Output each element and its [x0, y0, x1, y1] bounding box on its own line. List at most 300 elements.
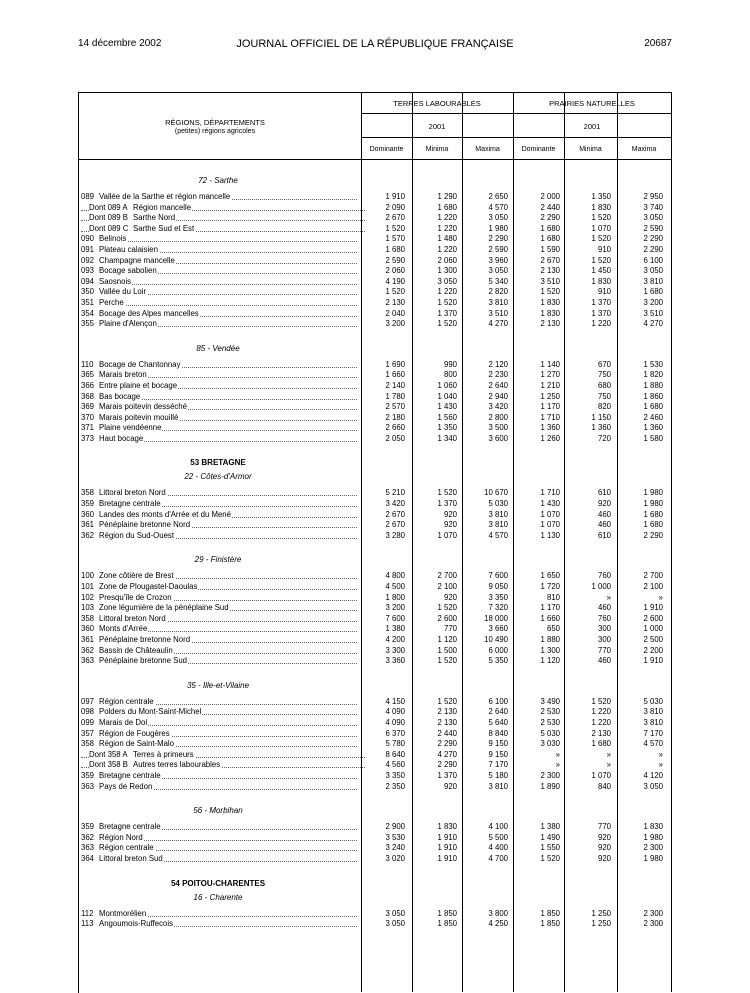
region-code: 097 [81, 696, 95, 706]
value-cell: 1 660 [385, 370, 405, 380]
region-name: Zone de Plougastel-Daoulas [99, 582, 198, 592]
table-row [78, 245, 671, 256]
value-cell: 5 640 [488, 717, 508, 727]
header-rule [78, 159, 671, 160]
value-cell: 8 840 [488, 728, 508, 738]
region-code: Dont 358 B [89, 760, 129, 770]
table-row [78, 624, 671, 635]
value-cell: 920 [443, 781, 457, 791]
value-cell: 1 520 [591, 213, 611, 223]
region-code: 362 [81, 530, 95, 540]
table-row [78, 234, 671, 245]
value-cell: 3 420 [488, 402, 508, 412]
region-code: 099 [81, 717, 95, 727]
value-cell: 1 910 [643, 656, 663, 666]
value-cell: 2 290 [643, 234, 663, 244]
value-cell: 1 980 [643, 832, 663, 842]
table-row [78, 520, 671, 531]
value-cell: 1 370 [437, 308, 457, 318]
row-label [81, 760, 365, 771]
region-code: Dont 358 A [89, 749, 128, 759]
value-cell: » [658, 592, 663, 602]
value-cell: 1 370 [591, 308, 611, 318]
row-label-text [81, 245, 159, 254]
table-row [78, 402, 671, 413]
value-cell: 1 520 [437, 488, 457, 498]
value-cell: 1 270 [540, 370, 560, 380]
row-label [81, 571, 357, 582]
row-label-text [81, 309, 200, 318]
value-cell: 1 680 [540, 223, 560, 233]
value-cell: 3 490 [540, 696, 560, 706]
row-label [81, 423, 357, 434]
value-cell: 1 910 [437, 843, 457, 853]
value-cell: 1 210 [540, 380, 560, 390]
row-label [81, 319, 357, 330]
region-name: Marais poitevin desséché [99, 402, 187, 412]
value-cell: 3 360 [385, 656, 405, 666]
region-code: 358 [81, 488, 95, 498]
region-name: Plateau calaisien [99, 244, 158, 254]
region-code: 364 [81, 853, 95, 863]
region-code: 358 [81, 739, 95, 749]
value-cell: 1 260 [540, 433, 560, 443]
region-code: 360 [81, 624, 95, 634]
row-label-text [81, 392, 141, 401]
value-cell: 1 710 [540, 412, 560, 422]
region-name: Région de Saint-Malo [99, 739, 174, 749]
value-cell: 910 [597, 244, 611, 254]
value-cell: 1 690 [385, 359, 405, 369]
region-name: Région Nord [99, 832, 143, 842]
row-label-text [81, 624, 148, 633]
value-cell: 1 220 [591, 717, 611, 727]
region-code: 101 [81, 582, 95, 592]
row-label-text [81, 571, 175, 580]
value-cell: 1 350 [437, 423, 457, 433]
header-page-number: 20687 [644, 38, 672, 49]
row-label-text [81, 919, 174, 928]
row-label-text [81, 434, 144, 443]
region-code: 369 [81, 402, 95, 412]
value-cell: 4 700 [488, 853, 508, 863]
value-cell: 1 910 [385, 192, 405, 201]
value-cell: 3 050 [643, 266, 663, 276]
group-prairies-naturelles: PRAIRIES NATURELLES [549, 99, 635, 108]
value-cell: 3 050 [488, 266, 508, 276]
value-cell: 1 910 [437, 853, 457, 863]
value-cell: 1 370 [591, 297, 611, 307]
value-cell: 2 940 [488, 391, 508, 401]
region-code: 113 [81, 919, 94, 929]
value-cell: 2 000 [540, 192, 560, 201]
region-code: 091 [81, 244, 95, 254]
value-cell: 3 810 [488, 520, 508, 530]
value-cell: 2 800 [488, 412, 508, 422]
region-name: Vallée de la Sarthe et région mancelle [99, 192, 231, 201]
row-label [81, 822, 357, 833]
value-cell: 2 820 [488, 287, 508, 297]
value-cell: 1 070 [591, 770, 611, 780]
value-cell: 1 070 [540, 509, 560, 519]
region-name: Terres à primeurs [133, 749, 194, 759]
value-cell: 5 210 [385, 488, 405, 498]
value-cell: 3 200 [385, 603, 405, 613]
col-dominante: Dominante [369, 146, 404, 153]
region-name: Vallée du Loir [99, 287, 147, 297]
row-label [81, 624, 357, 635]
table-row [78, 370, 671, 381]
row-label [81, 287, 357, 298]
table-row [78, 531, 671, 542]
table-row [78, 739, 671, 750]
row-label-text [81, 603, 230, 612]
row-label [81, 750, 365, 761]
region-name: Bretagne centrale [99, 822, 161, 832]
region-code: Dont 089 B [89, 213, 129, 223]
table-row [78, 843, 671, 854]
region-code: 371 [81, 423, 95, 433]
value-cell: 1 250 [591, 908, 611, 918]
value-cell: 920 [443, 509, 457, 519]
value-cell: 750 [597, 370, 611, 380]
value-cell: 3 740 [643, 202, 663, 212]
value-cell: 2 570 [385, 402, 405, 412]
row-label [81, 635, 357, 646]
row-label-text [81, 843, 155, 852]
value-cell: 4 570 [643, 739, 663, 749]
row-label-text [81, 646, 174, 655]
page-header [78, 38, 672, 52]
value-cell: 1 340 [437, 433, 457, 443]
region-code: 110 [81, 359, 94, 369]
region-code: 089 [81, 192, 95, 201]
region-code: 103 [81, 603, 95, 613]
row-label [81, 413, 357, 424]
value-cell: 2 900 [385, 822, 405, 832]
value-cell: 3 530 [385, 832, 405, 842]
row-label [81, 192, 357, 203]
region-code: 363 [81, 843, 95, 853]
value-cell: 920 [597, 853, 611, 863]
col-minima: Minima [579, 146, 602, 153]
table-row [78, 718, 671, 729]
value-cell: 920 [443, 592, 457, 602]
value-cell: 820 [597, 402, 611, 412]
row-label-text [81, 266, 158, 275]
value-cell: 3 050 [643, 781, 663, 791]
table-row [78, 256, 671, 267]
row-label-text [81, 499, 162, 508]
table-row [78, 360, 671, 371]
row-label-text [81, 277, 132, 286]
value-cell: 1 520 [591, 255, 611, 265]
row-label [81, 510, 357, 521]
region-name: Pénéplaine bretonne Sud [99, 656, 188, 666]
value-cell: 3 810 [643, 717, 663, 727]
row-label [81, 833, 357, 844]
row-label-text [81, 360, 182, 369]
value-cell: 7 600 [385, 613, 405, 623]
value-cell: 3 240 [385, 843, 405, 853]
value-cell: 1 680 [385, 244, 405, 254]
row-label [81, 593, 357, 604]
row-label [81, 234, 357, 245]
value-cell: 2 040 [385, 308, 405, 318]
value-cell: 1 980 [643, 499, 663, 509]
value-cell: 3 050 [385, 908, 405, 918]
region-code: 350 [81, 287, 95, 297]
value-cell: 1 590 [540, 244, 560, 254]
row-label [81, 309, 357, 320]
table-row [78, 593, 671, 604]
value-cell: 8 640 [385, 749, 405, 759]
row-label-text [81, 771, 162, 780]
region-code: 102 [81, 592, 95, 602]
table-row [78, 656, 671, 667]
region-code: 359 [81, 822, 95, 832]
value-cell: 920 [597, 499, 611, 509]
region-code: 359 [81, 499, 95, 509]
col-maxima: Maxima [475, 146, 500, 153]
value-cell: 1 980 [643, 488, 663, 498]
value-cell: 1 520 [437, 319, 457, 329]
value-cell: 4 270 [437, 749, 457, 759]
value-cell: 2 590 [643, 223, 663, 233]
row-label [81, 614, 357, 625]
value-cell: 3 510 [540, 276, 560, 286]
value-cell: 1 720 [540, 582, 560, 592]
region-code: 365 [81, 370, 95, 380]
region-code: 112 [81, 908, 94, 918]
value-cell: 7 600 [488, 571, 508, 581]
value-cell: 2 180 [385, 412, 405, 422]
row-label [81, 381, 357, 392]
row-label [81, 213, 365, 224]
value-cell: 2 290 [643, 530, 663, 540]
value-cell: 1 070 [437, 530, 457, 540]
value-cell: 1 680 [643, 287, 663, 297]
row-label-text [81, 593, 173, 602]
region-code: 362 [81, 832, 95, 842]
value-cell: 3 050 [437, 276, 457, 286]
value-cell: 920 [597, 832, 611, 842]
value-cell: 750 [597, 391, 611, 401]
value-cell: 2 130 [437, 717, 457, 727]
value-cell: 6 000 [488, 645, 508, 655]
region-code: 094 [81, 276, 95, 286]
region-code: 368 [81, 391, 95, 401]
value-cell: 3 510 [643, 308, 663, 318]
region-name: Région de Fougères [99, 728, 170, 738]
region-code: 098 [81, 707, 95, 717]
value-cell: 1 560 [437, 412, 457, 422]
value-cell: 5 180 [488, 770, 508, 780]
value-cell: 5 340 [488, 276, 508, 286]
value-cell: 2 500 [643, 635, 663, 644]
value-cell: 2 060 [437, 255, 457, 265]
value-cell: 1 850 [540, 919, 560, 929]
value-cell: 1 550 [540, 843, 560, 853]
region-name: Plaine d'Alençon [99, 319, 157, 329]
value-cell: 1 250 [540, 391, 560, 401]
table-row [78, 771, 671, 782]
row-label [81, 582, 357, 593]
value-cell: 1 520 [591, 696, 611, 706]
value-cell: 10 490 [484, 635, 508, 644]
value-cell: 3 600 [488, 433, 508, 443]
value-cell: 1 170 [540, 603, 560, 613]
value-cell: 4 800 [385, 571, 405, 581]
value-cell: 1 680 [437, 202, 457, 212]
value-cell: 2 300 [643, 919, 663, 929]
value-cell: 9 150 [488, 749, 508, 759]
row-label-text [81, 287, 147, 296]
row-label-text [81, 718, 148, 727]
row-label [81, 370, 357, 381]
row-label [81, 520, 357, 531]
value-cell: 1 370 [437, 499, 457, 509]
value-cell: 2 140 [385, 380, 405, 390]
table-row [78, 571, 671, 582]
table-row [78, 392, 671, 403]
value-cell: 3 020 [385, 853, 405, 863]
row-label [81, 603, 357, 614]
value-cell: 1 300 [540, 645, 560, 655]
region-name: Autres terres labourables [133, 760, 221, 770]
value-cell: 1 140 [540, 359, 560, 369]
value-cell: 1 250 [591, 919, 611, 929]
row-label-text [81, 697, 155, 706]
value-cell: 300 [597, 635, 611, 644]
value-cell: 1 360 [591, 423, 611, 433]
row-label [81, 919, 357, 930]
value-cell: 920 [443, 520, 457, 530]
region-name: Région mancelle [133, 202, 192, 212]
value-cell: 650 [546, 624, 560, 634]
row-label-text [81, 402, 188, 411]
value-cell: » [658, 760, 663, 770]
value-cell: 2 290 [437, 760, 457, 770]
value-cell: 3 500 [488, 423, 508, 433]
value-cell: 2 290 [540, 213, 560, 223]
region-code: 363 [81, 656, 95, 666]
row-label [81, 771, 357, 782]
department-heading: 72 - Sarthe [198, 176, 238, 185]
region-name: Bassin de Châteaulin [99, 645, 173, 655]
row-label [81, 854, 357, 865]
header-title: JOURNAL OFFICIEL DE LA RÉPUBLIQUE FRANÇAISE [236, 38, 514, 50]
value-cell: 2 290 [643, 244, 663, 254]
value-cell: 680 [597, 380, 611, 390]
value-cell: 1 680 [540, 234, 560, 244]
row-label-text [81, 370, 148, 379]
value-cell: » [606, 749, 611, 759]
value-cell: » [555, 760, 560, 770]
value-cell: 1 220 [437, 223, 457, 233]
value-cell: 1 520 [437, 656, 457, 666]
region-code: Dont 089 A [89, 202, 128, 212]
value-cell: 1 300 [437, 266, 457, 276]
value-cell: 1 360 [540, 423, 560, 433]
department-heading: 35 - Ille-et-Vilaine [186, 680, 250, 690]
value-cell: 2 530 [540, 717, 560, 727]
value-cell: 810 [546, 592, 560, 602]
value-cell: 1 350 [591, 192, 611, 201]
value-cell: 1 780 [385, 391, 405, 401]
row-label [81, 266, 357, 277]
value-cell: 3 300 [385, 645, 405, 655]
value-cell: 1 830 [540, 297, 560, 307]
row-label [81, 298, 357, 309]
value-cell: 1 580 [643, 433, 663, 443]
value-cell: 1 680 [643, 509, 663, 519]
region-code: 361 [81, 635, 95, 644]
value-cell: 2 600 [437, 613, 457, 623]
region-name: Marais breton [99, 370, 147, 380]
row-label [81, 909, 357, 920]
row-label-text [81, 256, 176, 265]
row-label [81, 499, 357, 510]
row-label-text [81, 319, 158, 328]
table-row [78, 203, 671, 214]
row-label [81, 256, 357, 267]
region-name: Littoral breton Sud [99, 853, 163, 863]
value-cell: 2 290 [488, 234, 508, 244]
department-heading: 16 - Charente [193, 892, 243, 902]
value-cell: 1 220 [437, 287, 457, 297]
region-name: Presqu'île de Crozon [99, 592, 172, 602]
region-name: Bas bocage [99, 391, 141, 401]
table-row [78, 833, 671, 844]
value-cell: 920 [597, 843, 611, 853]
region-name: Marais poitevin mouillé [99, 412, 179, 422]
row-label-text [81, 833, 144, 842]
value-cell: 3 050 [643, 213, 663, 223]
value-cell: 3 420 [385, 499, 405, 509]
value-cell: 3 280 [385, 530, 405, 540]
value-cell: 1 520 [437, 603, 457, 613]
value-cell: 2 120 [488, 359, 508, 369]
value-cell: 2 590 [385, 255, 405, 265]
value-cell: 990 [443, 359, 457, 369]
table-row [78, 309, 671, 320]
value-cell: 1 220 [437, 244, 457, 254]
value-cell: 1 040 [437, 391, 457, 401]
region-name: Région du Sud-Ouest [99, 530, 174, 540]
row-label-text [89, 203, 192, 212]
region-name: Pénéplaine bretonne Nord [99, 635, 191, 644]
value-cell: 1 360 [643, 423, 663, 433]
value-cell: 1 290 [437, 192, 457, 201]
value-cell: 770 [597, 645, 611, 655]
value-cell: 2 670 [385, 509, 405, 519]
value-cell: 2 700 [643, 571, 663, 581]
table-row [78, 782, 671, 793]
table-row [78, 423, 671, 434]
region-name: Bocage sabolien [99, 266, 157, 276]
value-cell: 720 [597, 433, 611, 443]
region-heading: 53 BRETAGNE [190, 458, 246, 468]
value-cell: 5 030 [643, 696, 663, 706]
value-cell: 3 050 [385, 919, 405, 929]
value-cell: 4 270 [488, 319, 508, 329]
header-rule [361, 137, 671, 138]
table-row [78, 381, 671, 392]
region-heading: 54 POITOU-CHARENTES [170, 878, 266, 888]
table-row [78, 224, 671, 235]
value-cell: 760 [597, 571, 611, 581]
